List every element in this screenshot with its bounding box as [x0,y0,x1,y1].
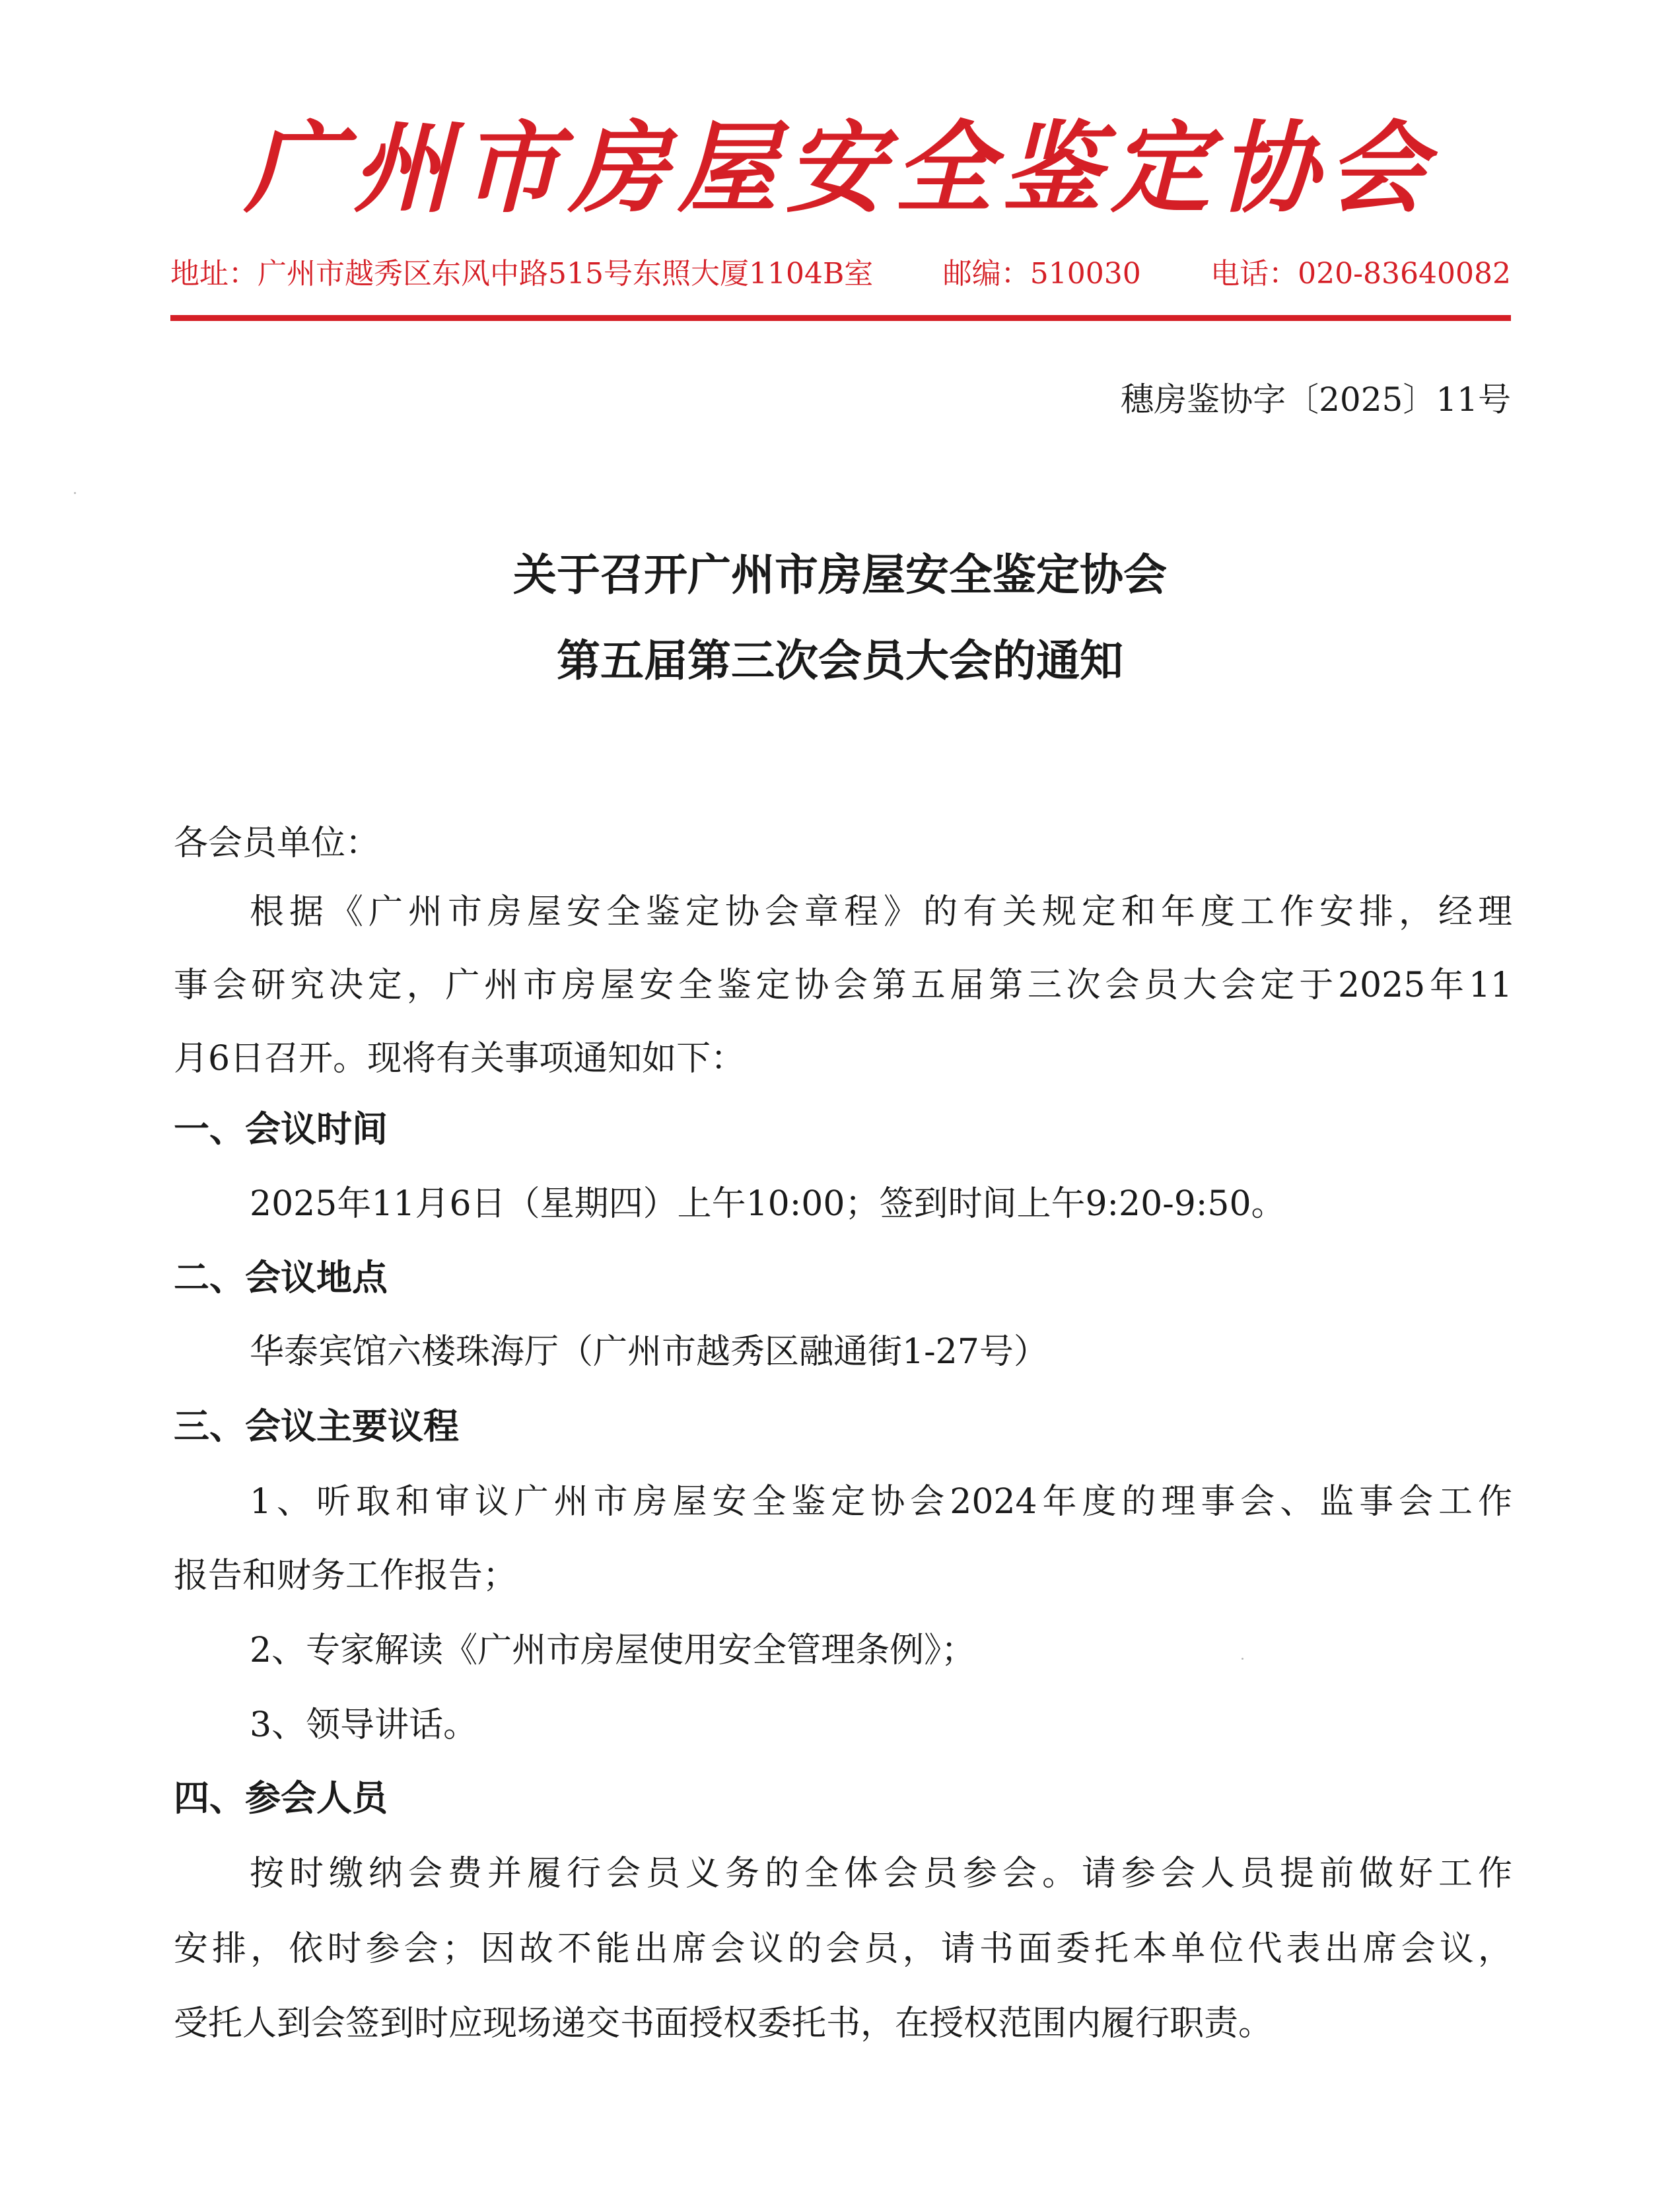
notice-title-line-2: 第五届第三次会员大会的通知 [557,635,1123,686]
intro-line-1: 根据《广州市房屋安全鉴定协会章程》的有关规定和年度工作安排，经理 [250,892,1512,932]
salutation: 各会员单位： [174,824,380,863]
notice-title-line-1: 关于召开广州市房屋安全鉴定协会 [513,549,1167,600]
section-heading-agenda: 三、会议主要议程 [174,1405,459,1447]
scan-speck [74,492,76,494]
attendees-line-3: 受托人到会签到时应现场递交书面授权委托书，在授权范围内履行职责。 [174,2004,1273,2043]
section-location-text: 华泰宾馆六楼珠海厅（广州市越秀区融通街1-27号） [250,1332,1048,1372]
letterhead-phone: 电话：020-83640082 [1210,257,1511,291]
letterhead-postcode: 邮编：510030 [942,257,1141,291]
section-heading-location: 二、会议地点 [174,1257,388,1298]
scan-speck [1242,1658,1243,1660]
agenda-item-1-line-2: 报告和财务工作报告； [174,1556,518,1596]
letterhead-address: 地址：广州市越秀区东风中路515号东照大厦1104B室 [170,257,874,291]
attendees-line-2: 安排，依时参会；因故不能出席会议的会员，请书面委托本单位代表出席会议， [174,1929,1512,1969]
agenda-item-3: 3、领导讲话。 [250,1705,478,1745]
intro-line-2: 事会研究决定，广州市房屋安全鉴定协会第五届第三次会员大会定于2025年11 [174,966,1512,1005]
letterhead-organization-name: 广州市房屋安全鉴定协会 [244,110,1436,227]
agenda-item-2: 2、专家解读《广州市房屋使用安全管理条例》； [250,1631,976,1670]
document-number: 穗房鉴协字〔2025〕11号 [1121,380,1511,419]
attendees-line-1: 按时缴纳会费并履行会员义务的全体会员参会。请参会人员提前做好工作 [250,1854,1512,1894]
section-heading-time: 一、会议时间 [174,1108,388,1150]
agenda-item-1-line-1: 1、听取和审议广州市房屋安全鉴定协会2024年度的理事会、监事会工作 [250,1482,1512,1522]
section-heading-attendees: 四、参会人员 [174,1777,388,1819]
letterhead-contact-line [170,254,1511,294]
intro-line-3: 月6日召开。现将有关事项通知如下： [174,1039,746,1079]
section-time-text: 2025年11月6日（星期四）上午10:00；签到时间上午9:20-9:50。 [250,1184,1286,1224]
letterhead-red-rule [170,315,1511,321]
